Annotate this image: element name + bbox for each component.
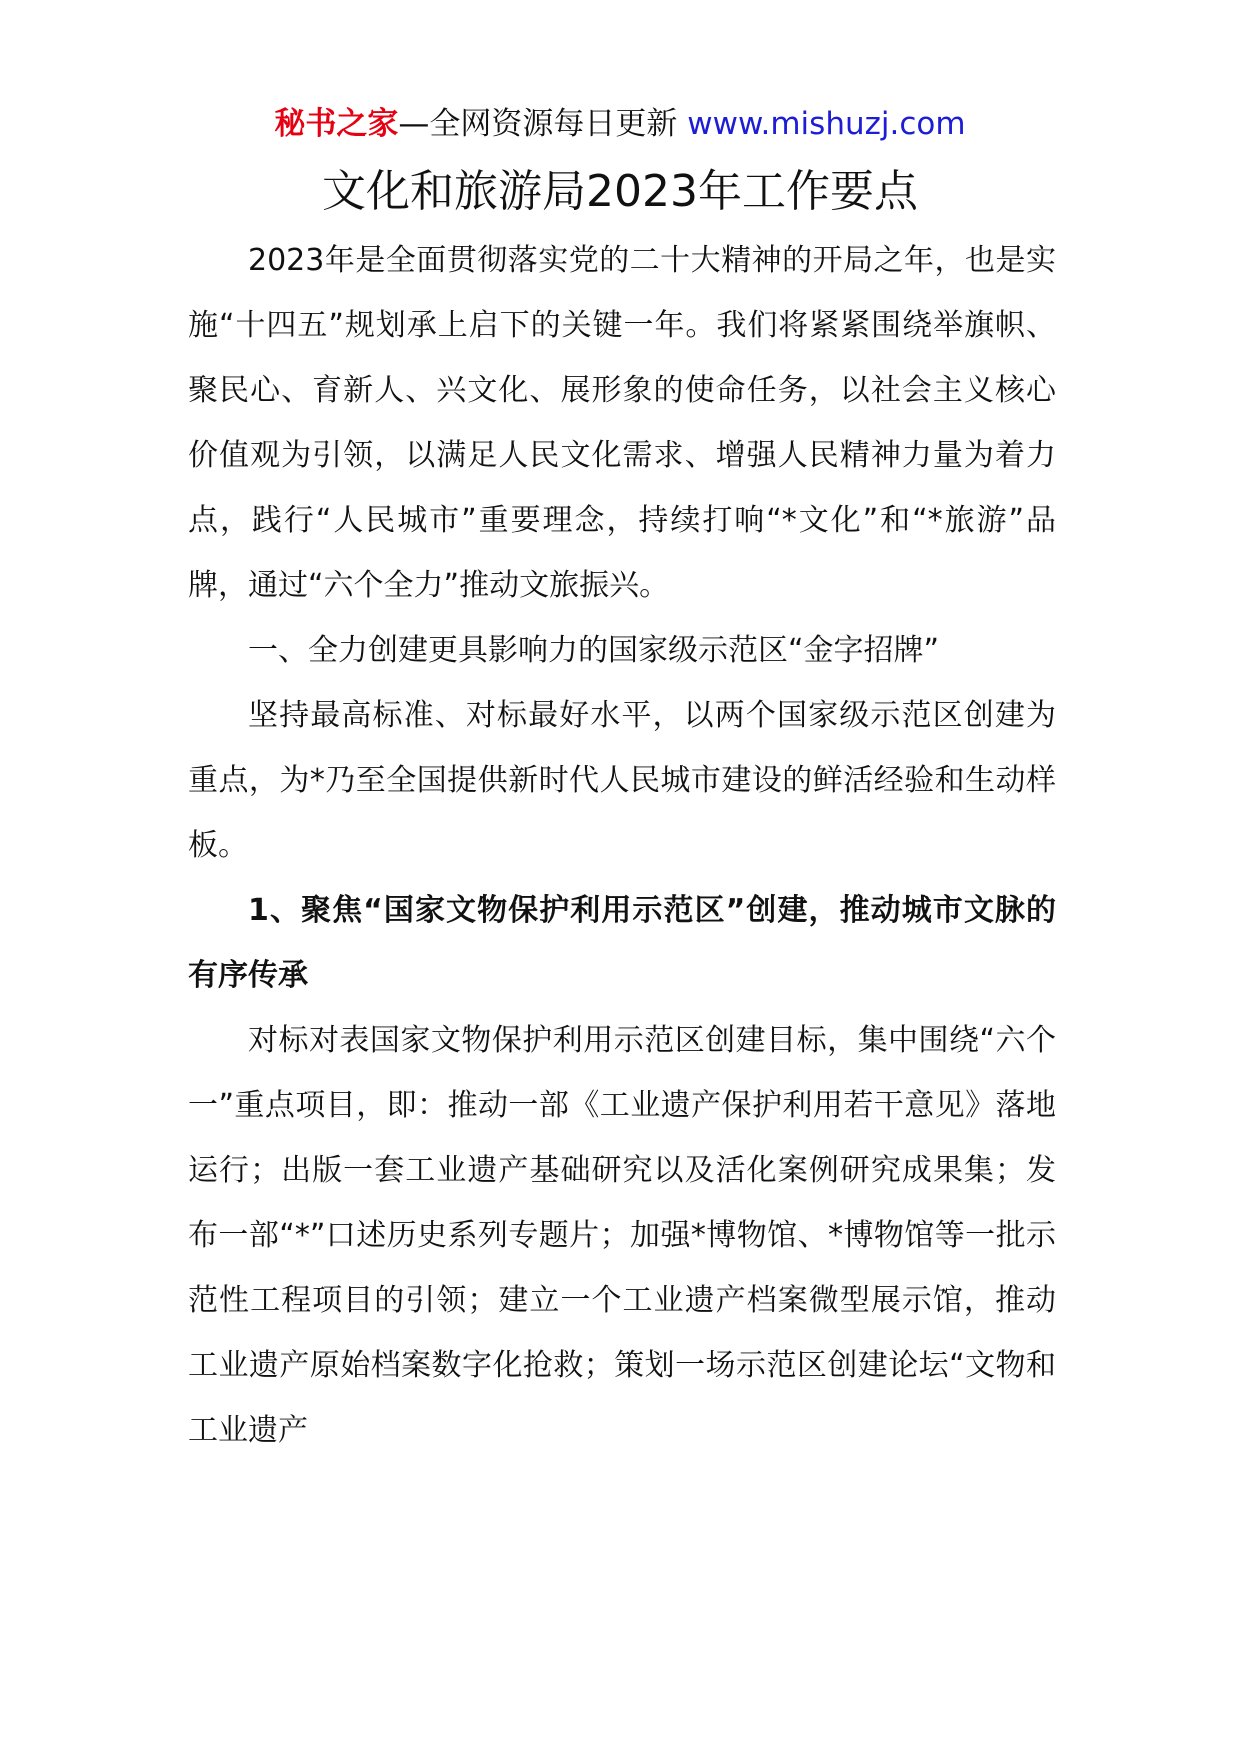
subsection-heading: 1、聚焦“国家文物保护利用示范区”创建，推动城市文脉的有序传承 <box>188 893 1056 993</box>
banner-slogan: —全网资源每日更新 <box>398 106 678 142</box>
section-paragraph: 坚持最高标准、对标最好水平，以两个国家级示范区创建为重点，为*乃至全国提供新时代人民城市建设的鲜活经验和生动样板。 <box>188 698 1056 863</box>
brand-name: 秘书之家 <box>274 106 399 142</box>
document-title: 文化和旅游局2023年工作要点 <box>322 166 918 217</box>
document-body <box>188 228 1056 1463</box>
subsection-paragraph: 对标对表国家文物保护利用示范区创建目标，集中围绕“六个一”重点项目，即：推动一部《工业遗产保护利用若干意见》落地运行；出版一套工业遗产基础研究以及活化案例研究成果集；发布一部“*”口述历史系列专题片；加强*博物馆、*博物馆等一批示范性工程项目的引领；建立一个工业遗产档案微型展示馆，推动工业遗产原始档案数字化抢救；策划一场示范区创建论坛“文物和工业遗产 <box>188 1023 1056 1448</box>
section-heading: 一、全力创建更具影响力的国家级示范区“金字招牌” <box>248 633 940 668</box>
site-url-link[interactable]: www.mishuzj.com <box>687 106 966 142</box>
site-banner <box>0 102 1240 146</box>
intro-paragraph: 2023年是全面贯彻落实党的二十大精神的开局之年，也是实施“十四五”规划承上启下的关键一年。我们将紧紧围绕举旗帜、聚民心、育新人、兴文化、展形象的使命任务，以社会主义核心价值观为引领，以满足人民文化需求、增强人民精神力量为着力点，践行“人民城市”重要理念，持续打响“*文化”和“*旅游”品牌，通过“六个全力”推动文旅振兴。 <box>188 243 1056 603</box>
